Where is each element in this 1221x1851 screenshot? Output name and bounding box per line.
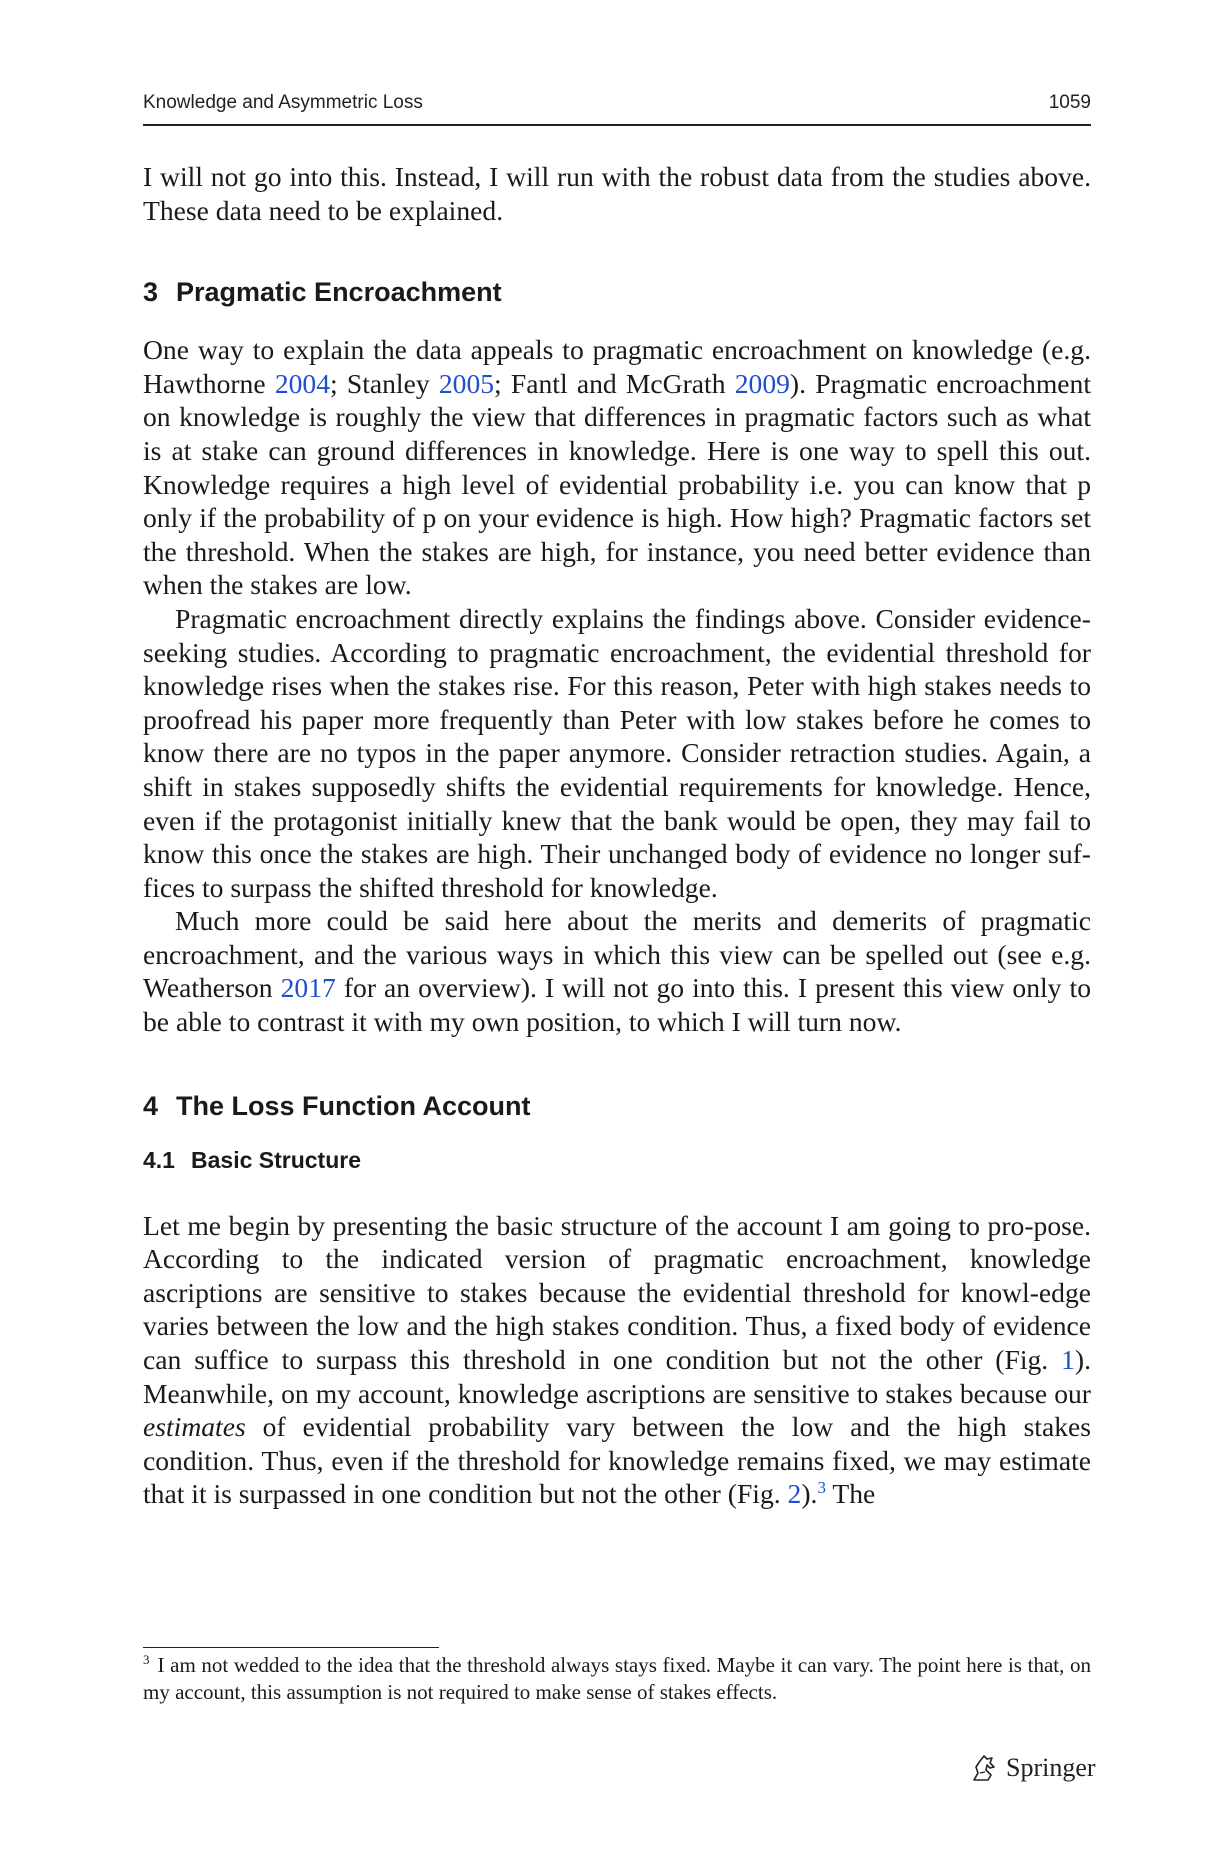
running-head (143, 90, 1091, 126)
citation-link[interactable]: 2009 (734, 367, 790, 399)
footnote-mark: 3 (143, 1652, 150, 1667)
paragraph-intro: I will not go into this. Instead, I will run with the robust data from the studies above. These data need to be explained. (143, 161, 1091, 226)
running-head-title: Knowledge and Asymmetric Loss (143, 92, 423, 113)
publisher-logo (970, 1752, 1096, 1784)
section-title: Pragmatic Encroachment (176, 277, 502, 308)
citation-link[interactable]: 2004 (274, 367, 330, 399)
subsection-number: 4.1 (143, 1146, 175, 1173)
paragraph-basic-structure: Let me begin by presenting the basic structure of the account I am going to pro-pose. According to the indicated version of pragmatic encroachment, knowledge ascriptions are sensitive to stakes because the evidential threshold for knowl-edge varies between the low and the high stakes condition. Thus, a fixed body of evidence can suffice to surpass this threshold in one condition but not the other (Fig. 1). Meanwhile, on my account, knowledge ascriptions are sensitive to stakes because our estimates of evidential probability vary between the low and the high stakes condition. Thus, even if the threshold for knowledge remains fixed, we may estimate that it is surpassed in one condition but not the other (Fig. 2).$^3$ The (143, 1209, 1091, 1510)
section-title: The Loss Function Account (176, 1090, 531, 1121)
footnote-reference[interactable]: 3 (817, 1478, 826, 1498)
subsection-heading-4-1 (143, 1145, 1091, 1175)
figure-link[interactable]: 1 (1061, 1344, 1075, 1376)
footnote-text: I am not wedded to the idea that the threshold always stays fixed. Maybe it can vary. The point here is that, on my account, this assumption is not required to make sense of stakes effects. (143, 1653, 1091, 1704)
section-heading-3 (143, 275, 1091, 309)
section-number: 4 (143, 1090, 159, 1121)
subsection-title: Basic Structure (191, 1146, 362, 1173)
citation-link[interactable]: 2017 (280, 972, 336, 1004)
body-text (143, 160, 1091, 1511)
footnote-rule (143, 1647, 439, 1648)
springer-horse-icon (970, 1753, 998, 1783)
footnote (143, 1652, 1091, 1706)
section-number: 3 (143, 277, 159, 308)
citation-link[interactable]: 2005 (438, 367, 495, 399)
section-heading-4 (143, 1089, 1091, 1123)
paragraph-pragmatic-2: Pragmatic encroachment directly explains the findings above. Consider evidence-seeking studies. According to pragmatic encroachment, the evidential threshold for knowledge rises when the stakes rise. For this reason, Peter with high stakes needs to proofread his paper more frequently than Peter with low stakes before he comes to know there are no typos in the paper anymore. Consider retraction studies. Again, a shift in stakes supposedly shifts the evidential requirements for knowledge. Hence, even if the protagonist initially knew that the bank would be open, they may fail to know this once the stakes are high. Their unchanged body of evidence no longer suf-fices to surpass the shifted threshold for knowledge. (143, 602, 1091, 903)
page-number: 1059 (1048, 92, 1091, 113)
paragraph-pragmatic-3: Much more could be said here about the merits and demerits of pragmatic encroachment, and the various ways in which this view can be spelled out (see e.g. Weatherson 2017 for an overview). I will not go into this. I present this view only to be able to contrast it with my own position, to which I will turn now. (143, 905, 1091, 1038)
paragraph-pragmatic-1: One way to explain the data appeals to pragmatic encroachment on knowledge (e.g. Hawthorne 2004; Stanley 2005; Fantl and McGrath 2009). Pragmatic encroachment on knowledge is roughly the view that differences in pragmatic factors such as what is at stake can ground differences in knowledge. Here is one way to spell this out. Knowledge requires a high level of evidential probability i.e. you can know that p only if the probability of p on your evidence is high. How high? Pragmatic factors set the threshold. When the stakes are high, for instance, you need better evidence than when the stakes are low. (143, 334, 1092, 601)
publisher-name: Springer (1006, 1753, 1096, 1782)
figure-link[interactable]: 2 (787, 1478, 802, 1510)
